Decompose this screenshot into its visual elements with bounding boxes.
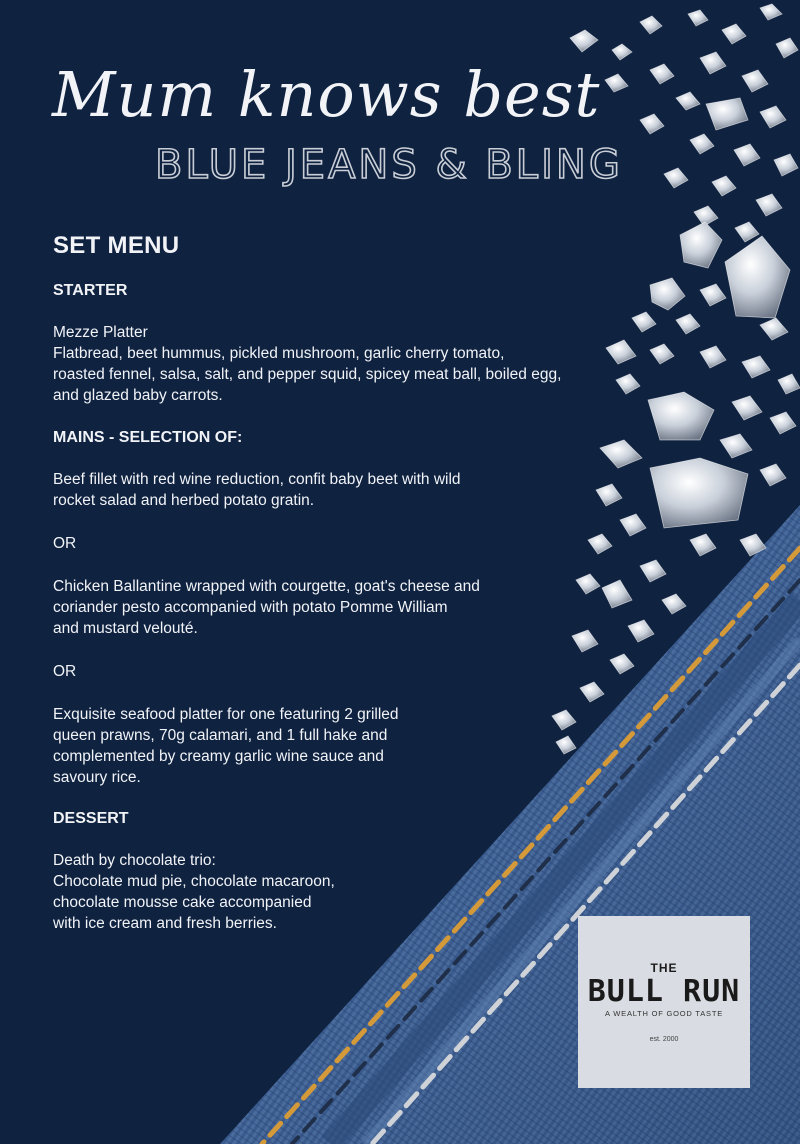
mains-option-seafood: Exquisite seafood platter for one featuring 2 grilled queen prawns, 70g calamari, and 1 full hake and complemented by creamy garlic wine sauce and savoury rice. [53,706,399,786]
logo-the: THE [650,960,678,975]
dessert-label: DESSERT [53,810,129,827]
large-diamond [648,392,714,440]
or-divider: OR [53,535,77,552]
starter-description: Flatbread, beet hummus, pickled mushroom, garlic cherry tomato, roasted fennel, salsa, salt, and pepper squid, spicey meat ball, boiled egg, and glazed baby carrots. [53,345,562,404]
large-diamond [680,222,722,268]
dessert-description: Chocolate mud pie, chocolate macaroon, chocolate mousse cake accompanied with ice cream and fresh berries. [53,873,335,932]
mains-label: MAINS - SELECTION OF: [53,429,243,446]
logo-name: BULL RUN [587,973,741,1009]
mains-option-chicken: Chicken Ballantine wrapped with courgette, goat's cheese and coriander pesto accompanied with potato Pomme William and mustard velouté. [53,578,480,637]
starter-title: Mezze Platter [53,324,148,341]
script-title: Mum knows best [52,58,601,131]
logo-est: est. 2000 [649,1036,679,1044]
mains-option-beef: Beef fillet with red wine reduction, confit baby beet with wild rocket salad and herbed potato gratin. [53,471,461,509]
starter-label: STARTER [53,282,128,299]
large-diamond [650,458,748,528]
logo-tagline: A WEALTH OF GOOD TASTE [604,1009,724,1019]
bull-run-logo [578,916,750,1088]
menu-heading: SET MENU [53,232,180,259]
dessert-title: Death by chocolate trio: [53,852,216,869]
large-diamond [725,236,790,318]
event-subtitle: BLUE JEANS & BLING [155,142,623,188]
or-divider: OR [53,663,77,680]
set-menu [53,232,593,934]
